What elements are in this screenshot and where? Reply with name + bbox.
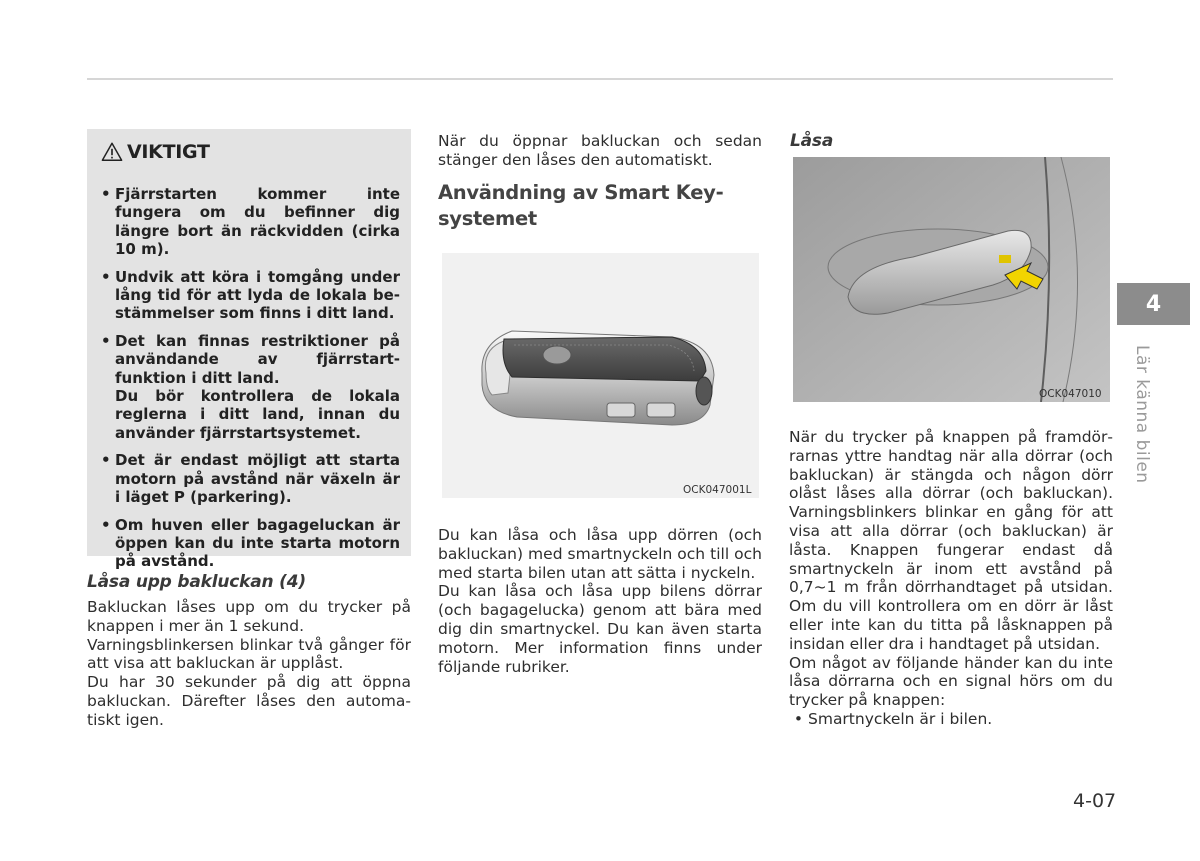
warning-item: [101, 332, 400, 442]
top-rule: [87, 78, 1113, 80]
chapter-tab-number: 4: [1117, 283, 1190, 325]
paragraph: När du trycker på knappen på framdörrarnas yttre handtag när alla dörrar (och bakluckan) är stängda och någon dörr olåst låses alla dörrar (och bakluckan). Varningsblinkers blinkar en gång för att visa att alla dörrar (och bakluckan) är låsta. Knappen fungerar endast då smartnyckeln är inom ett avstånd på 0,7~1 m från dörrhandtaget på utsidan. Om du vill kontrollera om en dörr är låst eller inte kan du titta på låsknappen på insidan eller dra i handtaget på utsidan.: [789, 428, 1113, 653]
lock-text: [789, 428, 1113, 729]
lock-heading: Låsa: [790, 131, 834, 151]
paragraph: Du har 30 sekunder på dig att öppna bakluckan. Därefter låses den automatiskt igen.: [87, 673, 411, 729]
unlock-tailgate-heading: Låsa upp bakluckan (4): [87, 572, 306, 592]
warning-item: [101, 268, 400, 323]
smart-key-illustration: [442, 253, 759, 498]
paragraph: Du kan låsa och låsa upp dörren (och bakluckan) med smartnyckeln och till och med starta bilen utan att sätta i nyckeln.: [438, 526, 762, 582]
paragraph: Bakluckan låses upp om du trycker på knappen i mer än 1 sekund.: [87, 598, 411, 635]
figure-code: OCK047010: [1039, 388, 1102, 400]
bullet-item: • Smartnyckeln är i bilen.: [789, 709, 993, 728]
door-handle-illustration: [793, 157, 1110, 402]
warning-box: [87, 129, 411, 571]
unlock-tailgate-text: [87, 598, 411, 730]
warning-title: VIKTIGT: [127, 141, 210, 163]
warning-item: [101, 516, 400, 571]
smart-key-figure: [442, 253, 759, 498]
paragraph: När du öppnar bakluckan och sedan stänger den låses den automatiskt.: [438, 132, 762, 169]
chapter-tab-label: Lär känna bilen: [1132, 345, 1152, 484]
paragraph: Om något av följande händer kan du inte låsa dörrarna och en signal hörs om du trycker på knappen:: [789, 653, 1113, 710]
warning-item-text: Det kan finnas restriktioner på användande av fjärrstart-funktion i ditt land.: [115, 331, 400, 387]
warning-item-text: Undvik att köra i tomgång under lång tid för att lyda de lokala bestämmelser som finns i ditt land.: [115, 267, 400, 323]
page-number: 4-07: [1073, 790, 1117, 812]
bullet-text: Smartnyckeln är i bilen.: [808, 709, 993, 728]
warning-item: [101, 185, 400, 259]
paragraph: Du kan låsa och låsa upp bilens dörrar (och bagagelucka) genom att bära med dig din smartnyckel. Du kan även starta motorn. Mer information finns under följande rubriker.: [438, 582, 762, 676]
warning-item-text: Om huven eller bagageluckan är öppen kan du inte starta motorn på avstånd.: [115, 515, 400, 571]
warning-item-text: Det är endast möjligt att starta motorn på avstånd när växeln är i läget P (parkering).: [115, 451, 400, 507]
warning-triangle-icon: [101, 141, 123, 163]
smart-key-section-heading: Användning av Smart Key-systemet: [438, 181, 724, 230]
auto-lock-intro: [438, 132, 762, 170]
smart-key-text: [438, 526, 762, 676]
warning-item-text: Fjärrstarten kommer inte fungera om du befinner dig längre bort än räckvidden (cirka 10 m).: [115, 185, 400, 259]
warning-item: [101, 451, 400, 506]
figure-code: OCK047001L: [683, 484, 752, 496]
paragraph: Varningsblinkersen blinkar två gånger för att visa att bakluckan är upplåst.: [87, 635, 411, 673]
warning-header: [101, 139, 400, 165]
door-handle-figure: [793, 157, 1110, 402]
warning-list: [101, 185, 400, 571]
warning-item-subtext: Du bör kontrollera de lokala reglerna i ditt land, innan du använder fjärrstartsystemet.: [115, 387, 400, 442]
